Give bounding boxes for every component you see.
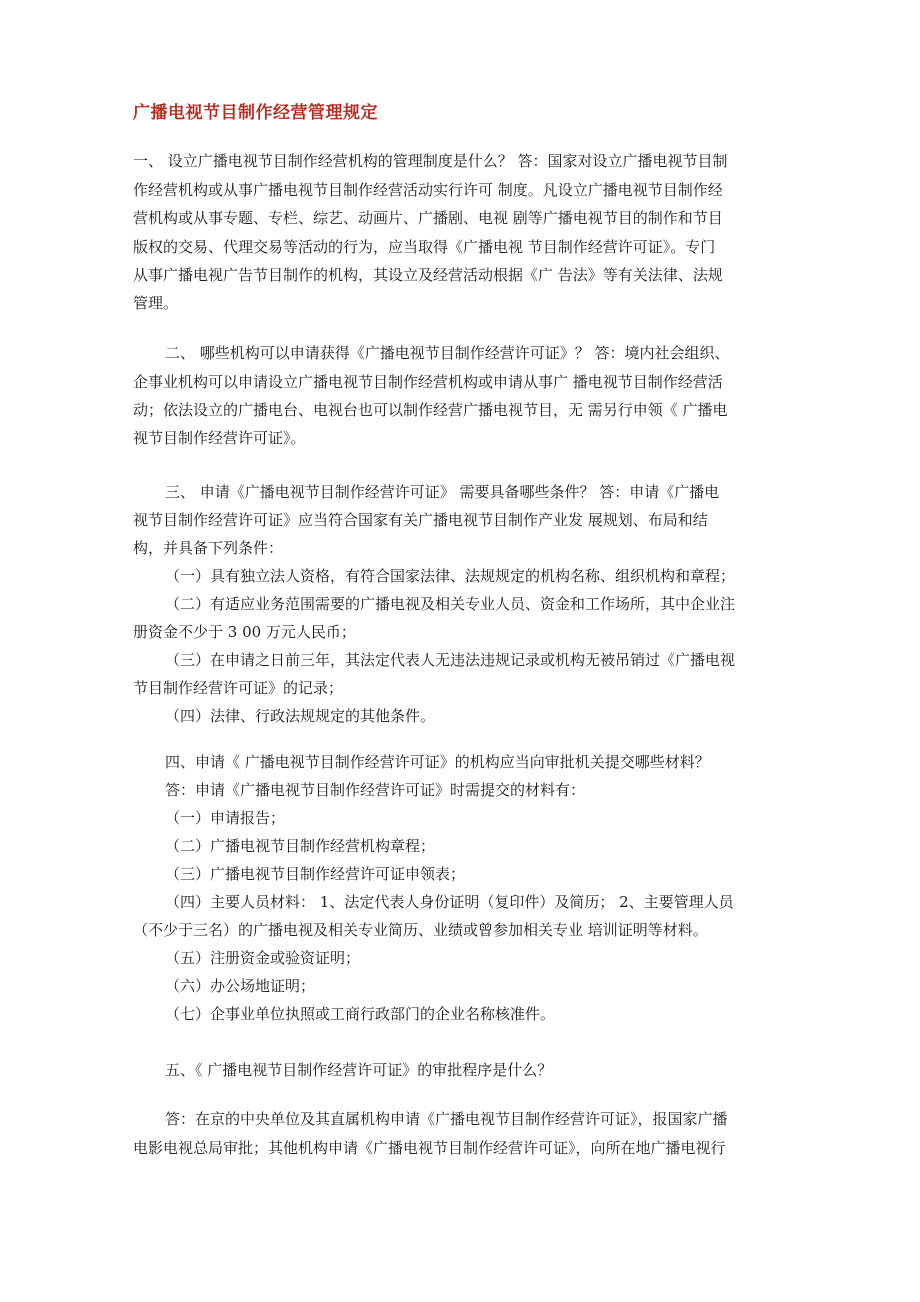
list-item: （三）在申请之日前三年，其法定代表人无违法违规记录或机构无被吊销过《广播电视 — [165, 651, 736, 669]
text-line: 管理。 — [133, 294, 179, 312]
list-item: （一）具有独立法人资格，有符合国家法律、法规规定的机构名称、组织机构和章程； — [165, 567, 736, 585]
list-item: （四）主要人员材料： 1、法定代表人身份证明（复印件）及简历； 2、主要管理人员 — [165, 893, 734, 911]
text-line: 册资金不少于 3 00 万元人民币； — [133, 623, 356, 641]
text-line: 答：申请《广播电视节目制作经营许可证》时需提交的材料有： — [165, 781, 586, 799]
text-line: （不少于三名）的广播电视及相关专业简历、业绩或曾参加相关专业 培训证明等材料。 — [133, 921, 708, 939]
text-line: 五、《 广播电视节目制作经营许可证》的审批程序是什么？ — [165, 1061, 553, 1079]
list-item: （一）申请报告； — [165, 809, 286, 827]
text-line: 电影电视总局审批；其他机构申请《广播电视节目制作经营许可证》，向所在地广播电视行 — [133, 1139, 726, 1157]
text-line: 节目制作经营许可证》的记录； — [133, 679, 344, 697]
document-title: 广播电视节目制作经营管理规定 — [133, 103, 378, 123]
text-line: 从事广播电视广告节目制作的机构，其设立及经营活动根据《广 告法》等有关法律、法规 — [133, 266, 723, 284]
list-item: （七）企事业单位执照或工商行政部门的企业名称核准件。 — [165, 1005, 556, 1023]
text-line: 动；依法设立的广播电台、电视台也可以制作经营广播电视节目，无 需另行申领《 广播电 — [133, 401, 728, 419]
list-item: （六）办公场地证明； — [165, 977, 316, 995]
text-line: 一、 设立广播电视节目制作经营机构的管理制度是什么？ 答：国家对设立广播电视节目制 — [133, 152, 728, 170]
text-line: 版权的交易、代理交易等活动的行为，应当取得《广播电视 节目制作经营许可证》。专门 — [133, 238, 716, 256]
text-line: 四、申请《 广播电视节目制作经营许可证》的机构应当向审批机关提交哪些材料？ — [165, 753, 710, 771]
list-item: （二）有适应业务范围需要的广播电视及相关专业人员、资金和工作场所，其中企业注 — [165, 595, 736, 613]
text-line: 营机构或从事专题、专栏、综艺、动画片、广播剧、电视 剧等广播电视节目的制作和节目 — [133, 209, 723, 227]
text-line: 三、 申请《广播电视节目制作经营许可证》 需要具备哪些条件？ 答：申请《广播电 — [165, 483, 720, 501]
list-item: （四）法律、行政法规规定的其他条件。 — [165, 707, 436, 725]
text-line: 二、 哪些机构可以申请获得《广播电视节目制作经营许可证》？ 答：境内社会组织、 — [165, 344, 730, 362]
text-line: 视节目制作经营许可证》应当符合国家有关广播电视节目制作产业发 展规划、布局和结 — [133, 511, 708, 529]
list-item: （三）广播电视节目制作经营许可证申领表； — [165, 865, 466, 883]
text-line: 视节目制作经营许可证》。 — [133, 429, 306, 447]
text-line: 答：在京的中央单位及其直属机构申请《广播电视节目制作经营许可证》，报国家广播 — [165, 1110, 728, 1128]
list-item: （二）广播电视节目制作经营机构章程； — [165, 837, 436, 855]
text-line: 作经营机构或从事广播电视节目制作经营活动实行许可 制度。凡设立广播电视节目制作经 — [133, 181, 723, 199]
text-line: 企事业机构可以申请设立广播电视节目制作经营机构或申请从事广 播电视节目制作经营活 — [133, 373, 723, 391]
text-line: 构，并具备下列条件： — [133, 539, 284, 557]
list-item: （五）注册资金或验资证明； — [165, 949, 361, 967]
